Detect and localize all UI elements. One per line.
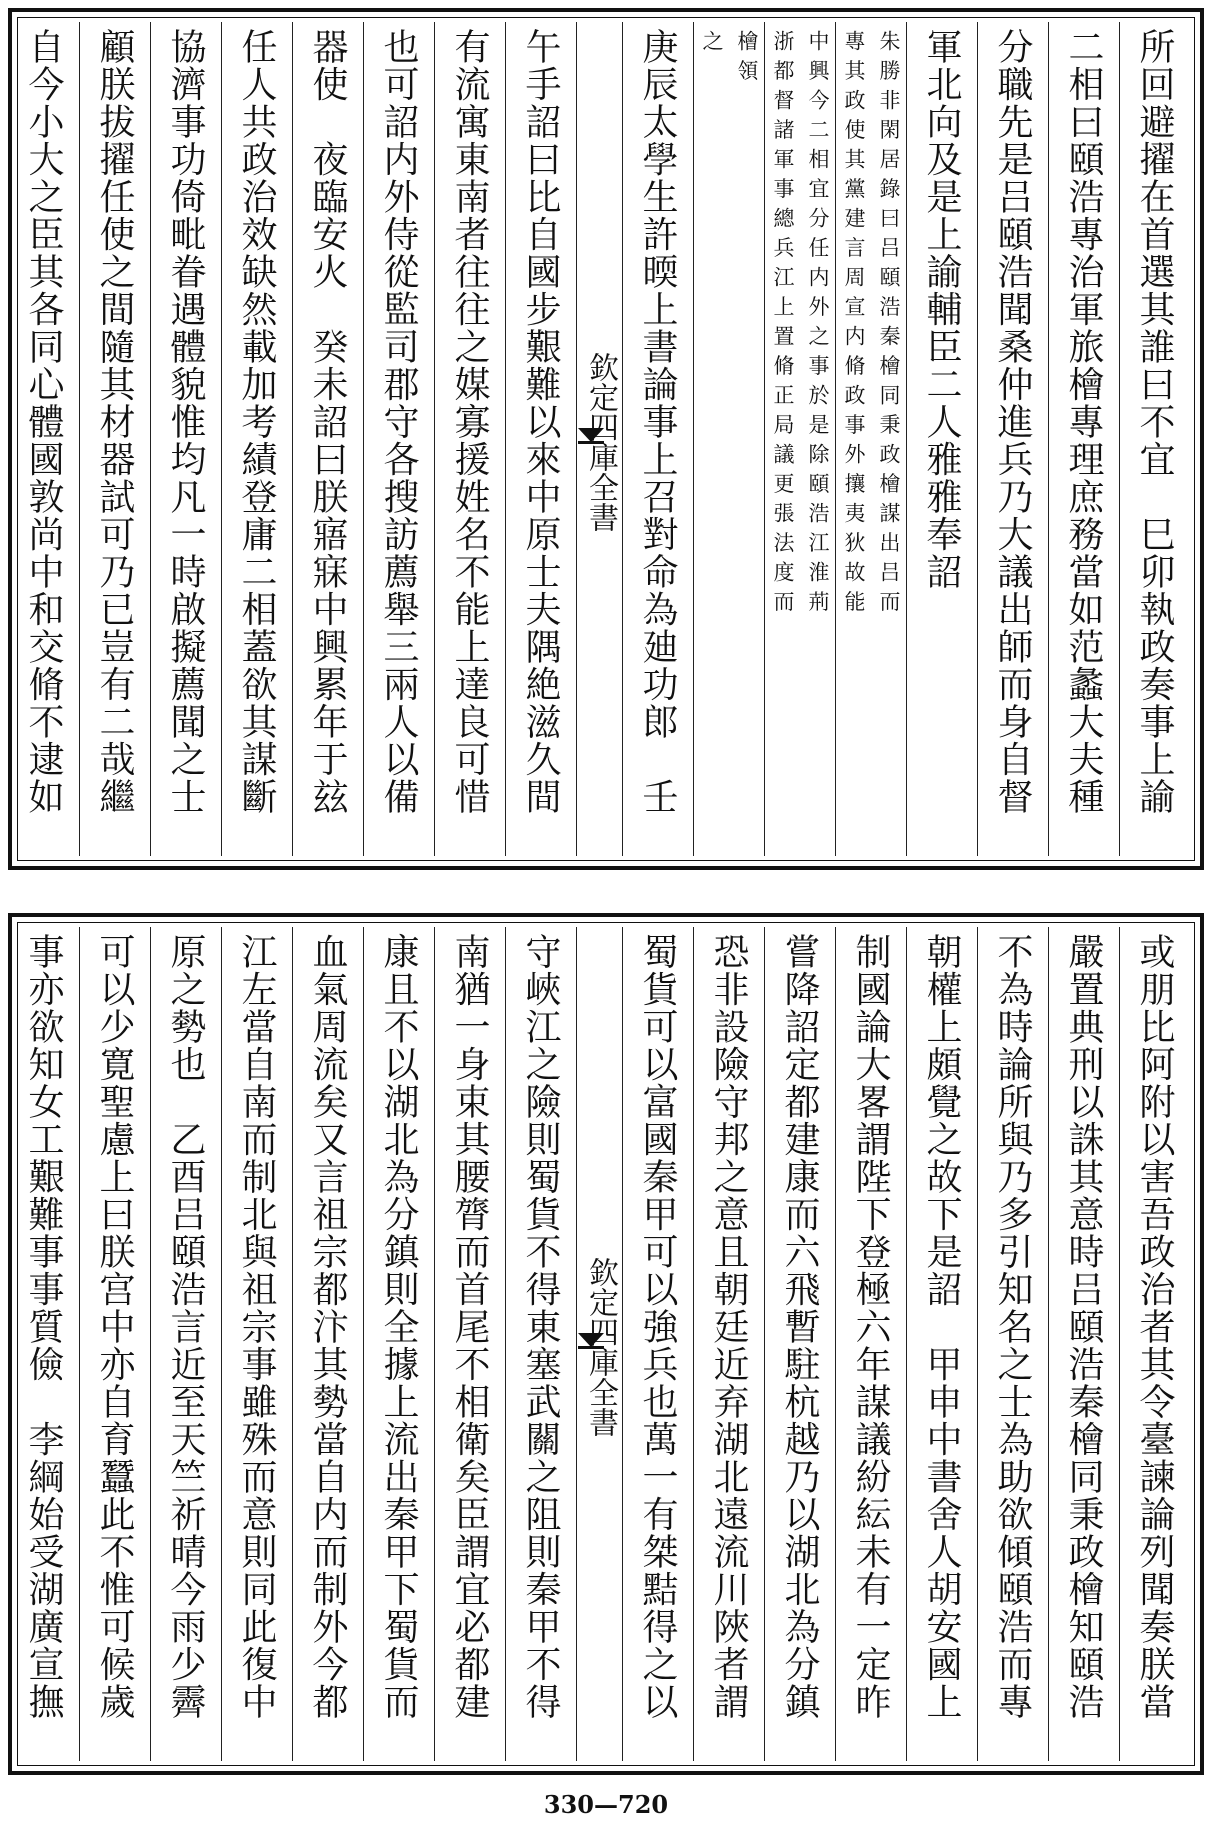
annotation-column: [835, 22, 906, 856]
text-column: 蜀貨可以富國秦甲可以強兵也萬一有桀黠得之以: [622, 927, 693, 1761]
text-column: 分職先是吕頤浩聞桑仲進兵乃大議出師而身自督: [977, 22, 1048, 856]
text-column: 守峽江之險則蜀貨不得東塞武關之阻則秦甲不得: [505, 927, 576, 1761]
annotation-column: [693, 22, 764, 856]
annotation-subline: 浙都督諸軍事總兵江上置脩正局議更張法度而: [771, 30, 795, 620]
text-column: 原之勢也 乙酉吕頤浩言近至天竺祈晴今雨少霽: [150, 927, 221, 1761]
text-column: 庚辰太學生許㬉上書論事上召對命為廸功郎 壬: [622, 22, 693, 856]
center-column: [576, 927, 622, 1761]
text-column: 自今小大之臣其各同心體國敦尚中和交脩不逮如: [23, 28, 64, 816]
page-number: 330—720: [543, 1790, 669, 1819]
text-column: 有流寓東南者往往之媒寡援姓名不能上達良可惜: [434, 22, 505, 856]
text-column: 江左當自南而制北與祖宗事雖殊而意則同此復中: [221, 927, 292, 1761]
book-title: 欽定四庫全書: [583, 352, 618, 532]
text-column: 南猶一身束其腰膂而首尾不相衛矣臣謂宜必都建: [434, 927, 505, 1761]
volume-label: [576, 1286, 578, 1414]
text-column: 嘗降詔定都建康而六飛暫駐杭越乃以湖北為分鎮: [764, 927, 835, 1761]
annotation-column: [764, 22, 835, 856]
text-column: 或朋比阿附以害吾政治者其令臺諫論列聞奏朕當: [1119, 927, 1190, 1761]
text-column: 不為時論所與乃多引知名之士為助欲傾頤浩而專: [977, 927, 1048, 1761]
text-column: 二相曰頤浩專治軍旅檜專理庶務當如范蠡大夫種: [1048, 22, 1119, 856]
lower-page: [8, 913, 1204, 1775]
text-column: 可以少寛聖慮上曰朕宫中亦自育蠶此不惟可候歲: [79, 927, 150, 1761]
text-column: 恐非設險守邦之意且朝廷近弃湖北遠流川陜者謂: [693, 927, 764, 1761]
text-column: 康且不以湖北為分鎮則全據上流出秦甲下蜀貨而: [363, 927, 434, 1761]
book-title: 欽定四庫全書: [583, 1257, 618, 1437]
annotation-subline: 中興今二相宜分任内外之事於是除頤浩江淮荊: [806, 30, 830, 620]
text-column: 午手詔曰比自國步艱難以來中原士夫隅絶滋久間: [505, 22, 576, 856]
annotation-subline: 專其政使其黨建言周宣内脩政事外攘夷狄故能: [842, 30, 866, 620]
text-column: 任人共政治效缺然載加考績登庸二相蓋欲其謀斷: [221, 22, 292, 856]
text-column: 朝權上頗覺之故下是詔 甲申中書舍人胡安國上: [906, 927, 977, 1761]
annotation-subline: 之: [700, 30, 724, 60]
text-column: 嚴置典刑以誅其意時吕頤浩秦檜同秉政檜知頤浩: [1048, 927, 1119, 1761]
volume-label: [576, 381, 578, 509]
text-column: 制國論大畧謂陛下登極六年謀議紛紜未有一定昨: [835, 927, 906, 1761]
annotation-subline: 朱勝非閑居錄曰吕頤浩秦檜同秉政檜謀出吕而: [877, 30, 901, 620]
text-column: 事亦欲知女工艱難事事質儉 李綱始受湖廣宣撫: [23, 933, 64, 1721]
text-column: 器使 夜臨安火 癸未詔曰朕寤寐中興累年于玆: [292, 22, 363, 856]
text-column: 軍北向及是上諭輔臣二人雅雅奉詔: [906, 22, 977, 856]
text-column: 血氣周流矣又言祖宗都汴其勢當自内而制外今都: [292, 927, 363, 1761]
annotation-subline: 檜領: [735, 30, 759, 89]
upper-page: [8, 8, 1204, 870]
center-column: [576, 22, 622, 856]
text-column: 也可詔内外侍從監司郡守各搜訪薦舉三兩人以備: [363, 22, 434, 856]
text-column: 顧朕拔擢任使之間隨其材器試可乃已豈有二哉繼: [79, 22, 150, 856]
text-column: 所回避擢在首選其誰曰不宜 巳卯執政奏事上諭: [1119, 22, 1190, 856]
text-column: 協濟事功倚毗眷遇體貌惟均凡一時啟擬薦聞之士: [150, 22, 221, 856]
